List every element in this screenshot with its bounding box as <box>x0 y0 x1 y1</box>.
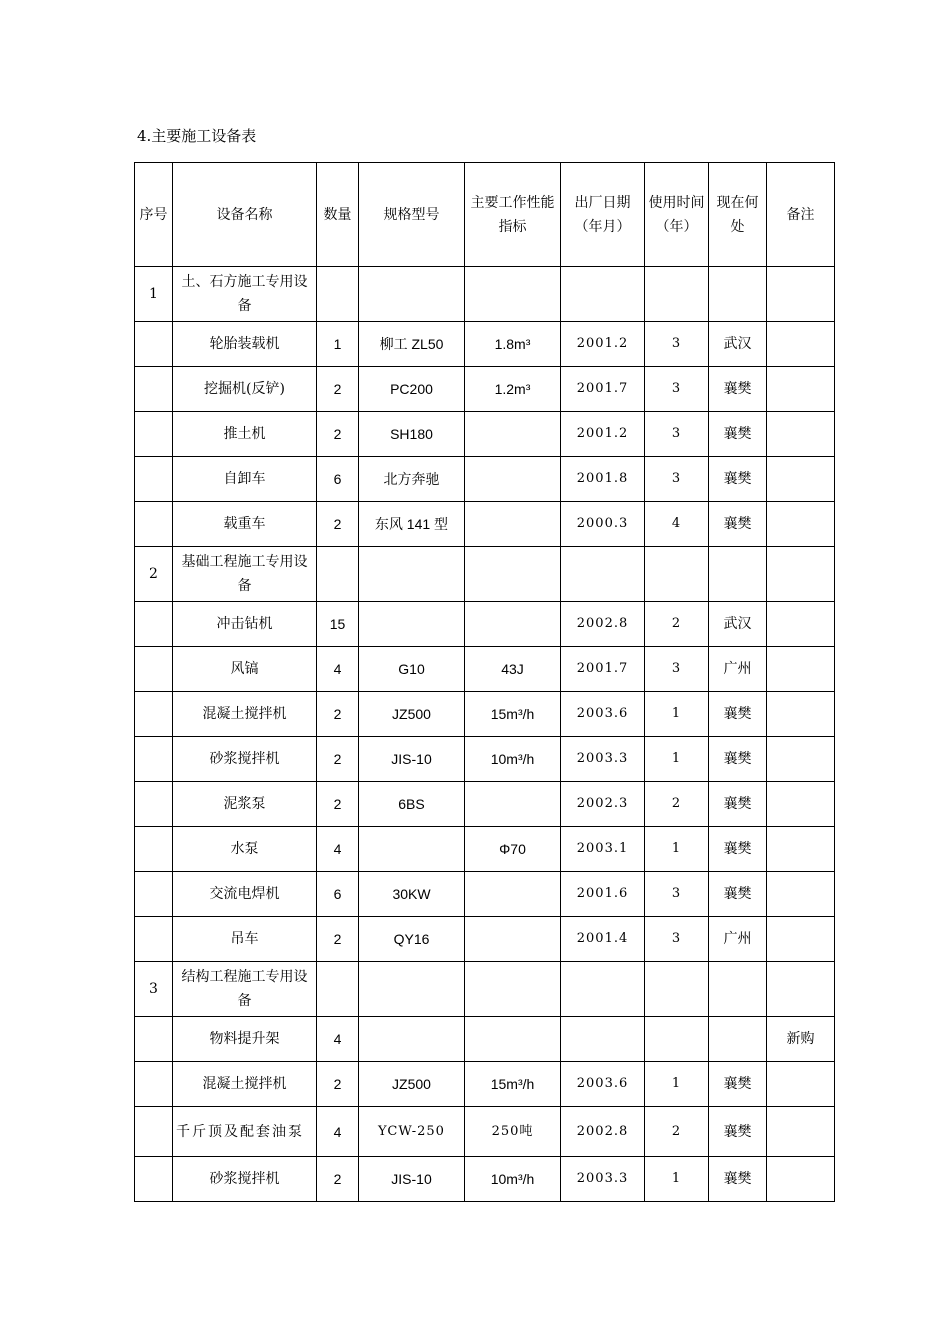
cell-date <box>561 962 645 1017</box>
cell-qty: 2 <box>317 412 359 457</box>
cell-remark <box>767 367 835 412</box>
cell-perf <box>465 547 561 602</box>
table-row <box>135 917 835 962</box>
cell-remark <box>767 1157 835 1202</box>
table-row <box>135 602 835 647</box>
cell-date: 2003.3 <box>561 737 645 782</box>
cell-remark: 新购 <box>767 1017 835 1062</box>
cell-date: 2001.7 <box>561 647 645 692</box>
cell-location: 襄樊 <box>709 502 767 547</box>
cell-perf <box>465 872 561 917</box>
cell-name: 砂浆搅拌机 <box>173 1157 317 1202</box>
cell-years: 3 <box>645 412 709 457</box>
cell-location: 襄樊 <box>709 1157 767 1202</box>
cell-remark <box>767 602 835 647</box>
cell-date: 2000.3 <box>561 502 645 547</box>
cell-name: 土、石方施工专用设备 <box>173 267 317 322</box>
cell-perf: 15m³/h <box>465 692 561 737</box>
cell-date: 2003.3 <box>561 1157 645 1202</box>
cell-remark <box>767 782 835 827</box>
cell-name: 基础工程施工专用设备 <box>173 547 317 602</box>
cell-qty <box>317 267 359 322</box>
cell-seq: 1 <box>135 267 173 322</box>
cell-remark <box>767 547 835 602</box>
cell-model <box>359 962 465 1017</box>
cell-years <box>645 962 709 1017</box>
cell-perf: 250吨 <box>465 1107 561 1157</box>
cell-perf <box>465 602 561 647</box>
cell-model <box>359 547 465 602</box>
cell-years: 1 <box>645 1062 709 1107</box>
cell-perf: 1.8m³ <box>465 322 561 367</box>
cell-remark <box>767 872 835 917</box>
cell-location: 武汉 <box>709 602 767 647</box>
header-remark: 备注 <box>767 163 835 267</box>
cell-location <box>709 962 767 1017</box>
cell-qty <box>317 547 359 602</box>
cell-name: 风镐 <box>173 647 317 692</box>
cell-model: JIS-10 <box>359 737 465 782</box>
header-seq: 序号 <box>135 163 173 267</box>
cell-date: 2001.8 <box>561 457 645 502</box>
cell-years: 3 <box>645 917 709 962</box>
cell-location: 襄樊 <box>709 782 767 827</box>
cell-name: 混凝土搅拌机 <box>173 692 317 737</box>
cell-name: 推土机 <box>173 412 317 457</box>
cell-date <box>561 267 645 322</box>
cell-years: 3 <box>645 872 709 917</box>
cell-years: 2 <box>645 1107 709 1157</box>
cell-location: 广州 <box>709 647 767 692</box>
table-row <box>135 872 835 917</box>
cell-model: JZ500 <box>359 1062 465 1107</box>
cell-years: 1 <box>645 1157 709 1202</box>
cell-qty: 4 <box>317 827 359 872</box>
header-perf: 主要工作性能指标 <box>465 163 561 267</box>
cell-seq <box>135 1062 173 1107</box>
cell-seq <box>135 827 173 872</box>
table-row <box>135 827 835 872</box>
cell-perf: 1.2m³ <box>465 367 561 412</box>
cell-seq <box>135 737 173 782</box>
cell-model <box>359 267 465 322</box>
cell-model <box>359 602 465 647</box>
cell-model: 30KW <box>359 872 465 917</box>
cell-qty: 2 <box>317 1062 359 1107</box>
cell-remark <box>767 692 835 737</box>
cell-name: 水泵 <box>173 827 317 872</box>
cell-years <box>645 547 709 602</box>
cell-location: 襄樊 <box>709 367 767 412</box>
cell-years: 3 <box>645 322 709 367</box>
cell-qty: 2 <box>317 367 359 412</box>
cell-name: 载重车 <box>173 502 317 547</box>
cell-remark <box>767 737 835 782</box>
table-row <box>135 267 835 322</box>
cell-qty: 4 <box>317 1107 359 1157</box>
cell-name: 泥浆泵 <box>173 782 317 827</box>
header-model: 规格型号 <box>359 163 465 267</box>
cell-qty: 1 <box>317 322 359 367</box>
table-row <box>135 547 835 602</box>
cell-perf <box>465 412 561 457</box>
cell-remark <box>767 322 835 367</box>
cell-model: JIS-10 <box>359 1157 465 1202</box>
cell-date: 2002.3 <box>561 782 645 827</box>
cell-qty: 2 <box>317 1157 359 1202</box>
cell-date: 2001.4 <box>561 917 645 962</box>
cell-seq <box>135 692 173 737</box>
cell-date: 2001.2 <box>561 322 645 367</box>
cell-date <box>561 1017 645 1062</box>
cell-years: 1 <box>645 737 709 782</box>
table-row <box>135 1017 835 1062</box>
cell-remark <box>767 962 835 1017</box>
cell-name: 混凝土搅拌机 <box>173 1062 317 1107</box>
cell-remark <box>767 917 835 962</box>
cell-model: QY16 <box>359 917 465 962</box>
table-row <box>135 322 835 367</box>
cell-model: 6BS <box>359 782 465 827</box>
cell-seq <box>135 647 173 692</box>
cell-location: 广州 <box>709 917 767 962</box>
cell-location: 襄樊 <box>709 1062 767 1107</box>
cell-model: 柳工 ZL50 <box>359 322 465 367</box>
cell-name: 交流电焊机 <box>173 872 317 917</box>
cell-remark <box>767 502 835 547</box>
document-title: 4.主要施工设备表 <box>137 127 257 145</box>
header-years: 使用时间（年） <box>645 163 709 267</box>
table-header-row <box>135 163 835 267</box>
cell-seq <box>135 367 173 412</box>
cell-name: 结构工程施工专用设备 <box>173 962 317 1017</box>
cell-location: 襄樊 <box>709 1107 767 1157</box>
header-qty: 数量 <box>317 163 359 267</box>
cell-seq <box>135 1157 173 1202</box>
cell-seq: 3 <box>135 962 173 1017</box>
cell-perf <box>465 782 561 827</box>
cell-qty: 6 <box>317 872 359 917</box>
cell-perf: 10m³/h <box>465 1157 561 1202</box>
table-row <box>135 502 835 547</box>
cell-seq <box>135 322 173 367</box>
cell-seq <box>135 457 173 502</box>
cell-qty: 4 <box>317 1017 359 1062</box>
cell-name: 冲击钻机 <box>173 602 317 647</box>
cell-location: 襄樊 <box>709 457 767 502</box>
table-row <box>135 692 835 737</box>
cell-perf <box>465 267 561 322</box>
table-row <box>135 962 835 1017</box>
cell-name: 砂浆搅拌机 <box>173 737 317 782</box>
cell-date: 2002.8 <box>561 602 645 647</box>
cell-seq <box>135 917 173 962</box>
cell-location: 襄樊 <box>709 692 767 737</box>
cell-seq <box>135 1107 173 1157</box>
cell-model: JZ500 <box>359 692 465 737</box>
cell-perf: 10m³/h <box>465 737 561 782</box>
cell-location: 襄樊 <box>709 412 767 457</box>
cell-years: 3 <box>645 457 709 502</box>
cell-name: 自卸车 <box>173 457 317 502</box>
cell-years: 1 <box>645 692 709 737</box>
cell-qty: 6 <box>317 457 359 502</box>
cell-years: 2 <box>645 782 709 827</box>
cell-location: 武汉 <box>709 322 767 367</box>
cell-location <box>709 1017 767 1062</box>
cell-qty: 4 <box>317 647 359 692</box>
cell-qty: 2 <box>317 917 359 962</box>
cell-qty: 2 <box>317 502 359 547</box>
cell-perf <box>465 917 561 962</box>
cell-qty <box>317 962 359 1017</box>
cell-qty: 15 <box>317 602 359 647</box>
header-name: 设备名称 <box>173 163 317 267</box>
table-row <box>135 457 835 502</box>
table-row <box>135 412 835 457</box>
cell-years: 3 <box>645 367 709 412</box>
cell-qty: 2 <box>317 692 359 737</box>
cell-remark <box>767 827 835 872</box>
cell-perf <box>465 962 561 1017</box>
cell-perf: Φ70 <box>465 827 561 872</box>
table-row <box>135 647 835 692</box>
cell-location: 襄樊 <box>709 737 767 782</box>
cell-date: 2001.6 <box>561 872 645 917</box>
cell-model <box>359 1017 465 1062</box>
cell-date: 2003.1 <box>561 827 645 872</box>
cell-name: 物料提升架 <box>173 1017 317 1062</box>
cell-perf <box>465 1017 561 1062</box>
cell-name: 轮胎装载机 <box>173 322 317 367</box>
equipment-table <box>134 162 835 1202</box>
table-row <box>135 367 835 412</box>
cell-model: G10 <box>359 647 465 692</box>
cell-date: 2002.8 <box>561 1107 645 1157</box>
cell-seq: 2 <box>135 547 173 602</box>
cell-seq <box>135 1017 173 1062</box>
table-row <box>135 782 835 827</box>
cell-perf <box>465 457 561 502</box>
cell-remark <box>767 647 835 692</box>
cell-date: 2001.2 <box>561 412 645 457</box>
table-row <box>135 737 835 782</box>
cell-seq <box>135 412 173 457</box>
cell-years <box>645 1017 709 1062</box>
cell-years: 2 <box>645 602 709 647</box>
header-location: 现在何处 <box>709 163 767 267</box>
cell-years: 4 <box>645 502 709 547</box>
cell-years: 1 <box>645 827 709 872</box>
cell-model: SH180 <box>359 412 465 457</box>
cell-remark <box>767 457 835 502</box>
cell-model: 北方奔驰 <box>359 457 465 502</box>
table-row <box>135 1062 835 1107</box>
cell-name: 挖掘机(反铲) <box>173 367 317 412</box>
table-row <box>135 1157 835 1202</box>
cell-location <box>709 547 767 602</box>
cell-perf: 15m³/h <box>465 1062 561 1107</box>
cell-location <box>709 267 767 322</box>
cell-model: 东风 141 型 <box>359 502 465 547</box>
cell-model: PC200 <box>359 367 465 412</box>
cell-date: 2001.7 <box>561 367 645 412</box>
cell-perf: 43J <box>465 647 561 692</box>
cell-seq <box>135 782 173 827</box>
header-date: 出厂日期（年月） <box>561 163 645 267</box>
cell-perf <box>465 502 561 547</box>
cell-years: 3 <box>645 647 709 692</box>
cell-model <box>359 827 465 872</box>
cell-location: 襄樊 <box>709 872 767 917</box>
table-row <box>135 1107 835 1157</box>
cell-model: YCW-250 <box>359 1107 465 1157</box>
cell-name: 千斤顶及配套油泵 <box>173 1107 317 1157</box>
cell-date: 2003.6 <box>561 1062 645 1107</box>
cell-date: 2003.6 <box>561 692 645 737</box>
cell-qty: 2 <box>317 782 359 827</box>
cell-seq <box>135 602 173 647</box>
cell-seq <box>135 502 173 547</box>
cell-qty: 2 <box>317 737 359 782</box>
cell-location: 襄樊 <box>709 827 767 872</box>
cell-date <box>561 547 645 602</box>
cell-remark <box>767 1062 835 1107</box>
cell-remark <box>767 412 835 457</box>
cell-remark <box>767 1107 835 1157</box>
cell-seq <box>135 872 173 917</box>
cell-name: 吊车 <box>173 917 317 962</box>
cell-remark <box>767 267 835 322</box>
cell-years <box>645 267 709 322</box>
